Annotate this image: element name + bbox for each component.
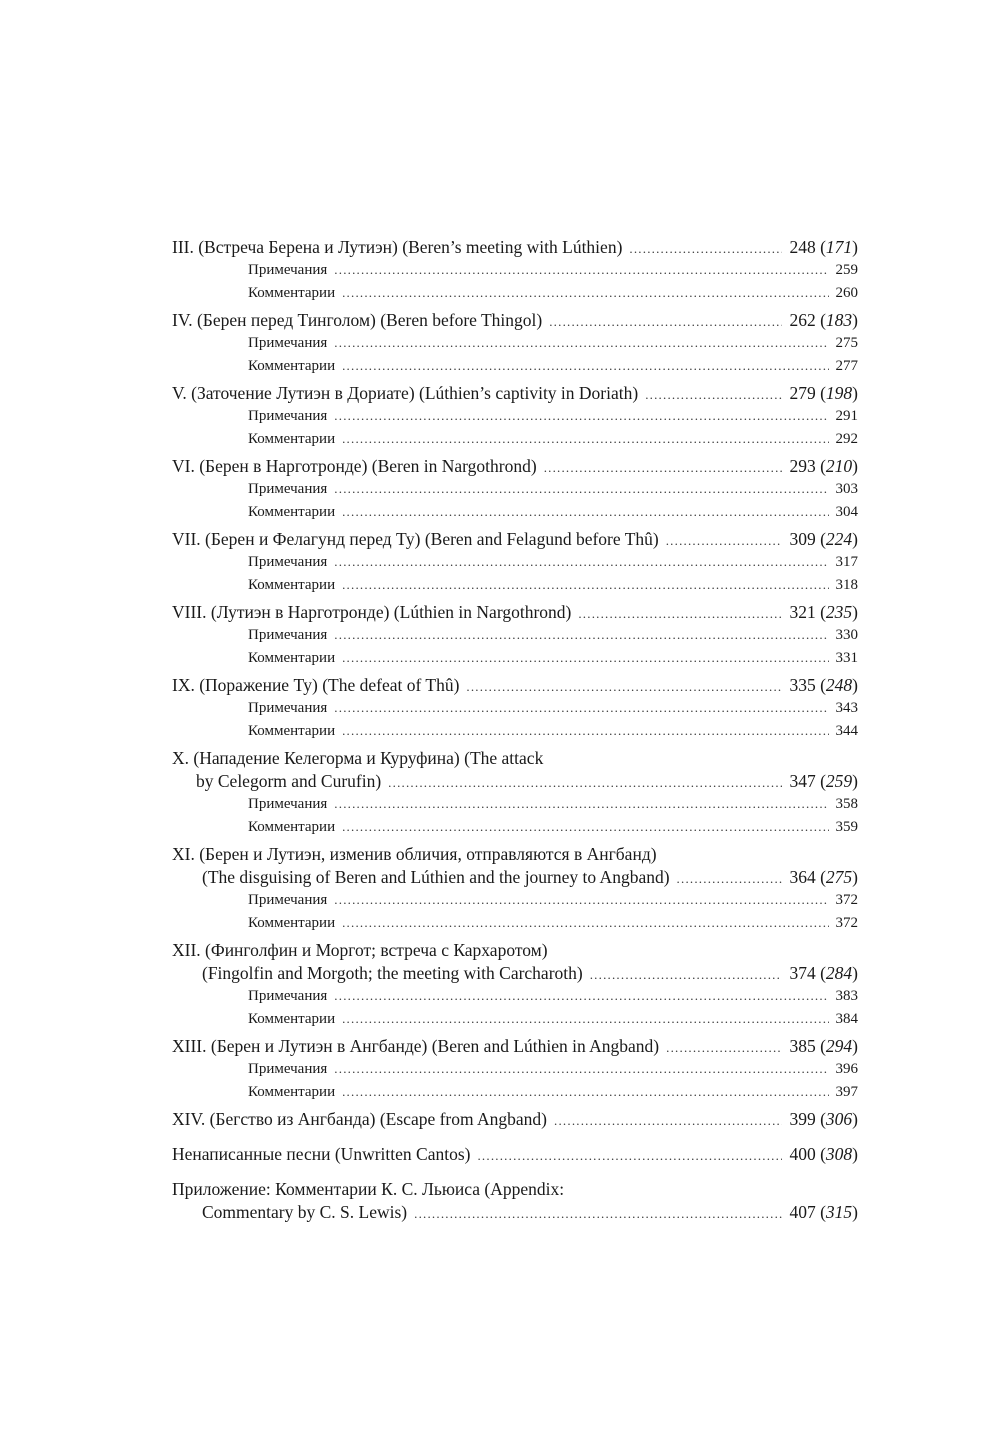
chapter-title: XII. (Финголфин и Моргот; встреча с Кархаротом) (172, 940, 548, 960)
page-reference: 400 (308) (789, 1144, 858, 1164)
notes-label: Примечания (248, 335, 328, 351)
chapter-line[interactable] (172, 528, 858, 551)
toc-chapter-14 (172, 1108, 858, 1131)
chapter-line[interactable] (172, 601, 858, 624)
comments-page: 292 (835, 430, 858, 447)
comments-line[interactable] (172, 912, 858, 935)
toc-chapter-7 (172, 528, 858, 596)
chapter-title-continuation: (Fingolfin and Morgoth; the meeting with Carcharoth) (202, 963, 583, 983)
leader-dots (334, 405, 828, 428)
page-reference: 385 (294) (789, 1036, 858, 1056)
chapter-title-continuation-line[interactable] (172, 866, 858, 889)
notes-line[interactable] (172, 551, 858, 574)
page-reference: 399 (306) (789, 1109, 858, 1129)
chapter-title: Приложение: Комментарии К. С. Льюиса (Appendix: (172, 1179, 565, 1199)
chapter-title: IV. (Берен перед Тинголом) (Beren before Thingol) (172, 310, 543, 330)
leader-dots (388, 771, 782, 794)
page-reference: 374 (284) (789, 963, 858, 983)
toc-unwritten-cantos (172, 1143, 858, 1166)
chapter-line[interactable] (172, 939, 858, 962)
alt-page-number: 308 (825, 1144, 853, 1164)
notes-page: 317 (835, 554, 858, 570)
chapter-title: XIII. (Берен и Лутиэн в Ангбанде) (Beren and Lúthien in Angband) (172, 1036, 660, 1056)
comments-line[interactable] (172, 282, 858, 305)
chapter-title-continuation: Commentary by C. S. Lewis) (202, 1202, 408, 1222)
comments-line[interactable] (172, 720, 858, 743)
leader-dots (342, 1008, 828, 1031)
alt-page-number: 315 (825, 1202, 853, 1222)
comments-page: 331 (835, 649, 858, 666)
leader-dots (578, 602, 782, 625)
comments-line[interactable] (172, 1008, 858, 1031)
chapter-title: VI. (Берен в Нарготронде) (Beren in Nargothrond) (172, 456, 537, 476)
comments-label: Комментарии (248, 284, 336, 301)
notes-page: 275 (835, 335, 858, 351)
comments-label: Комментарии (248, 1010, 336, 1027)
page-reference: 248 (171) (789, 237, 858, 257)
comments-label: Комментарии (248, 503, 336, 520)
notes-page: 259 (835, 262, 858, 278)
comments-page: 318 (835, 576, 858, 593)
notes-label: Примечания (248, 627, 328, 643)
notes-page: 303 (835, 481, 858, 497)
notes-page: 358 (835, 796, 858, 812)
page-number: 407 (789, 1202, 816, 1222)
leader-dots (466, 675, 782, 698)
alt-page-number: 306 (825, 1109, 853, 1129)
notes-line[interactable] (172, 332, 858, 355)
comments-page: 344 (835, 722, 858, 739)
toc-appendix (172, 1178, 858, 1224)
notes-label: Примечания (248, 700, 328, 716)
notes-line[interactable] (172, 889, 858, 912)
comments-label: Комментарии (248, 649, 336, 666)
toc-chapter-8 (172, 601, 858, 669)
page-number: 262 (789, 310, 816, 330)
leader-dots (334, 332, 828, 355)
notes-label: Примечания (248, 1061, 328, 1077)
leader-dots (629, 237, 782, 260)
page-number: 279 (789, 383, 816, 403)
leader-dots (334, 624, 828, 647)
chapter-title: Ненаписанные песни (Unwritten Cantos) (172, 1144, 471, 1164)
chapter-line[interactable] (172, 747, 858, 770)
notes-line[interactable] (172, 697, 858, 720)
leader-dots (342, 816, 828, 839)
leader-dots (342, 912, 828, 935)
toc-chapter-6 (172, 455, 858, 523)
chapter-title-continuation-line[interactable] (172, 962, 858, 985)
leader-dots (590, 963, 783, 986)
leader-dots (554, 1109, 782, 1132)
chapter-line[interactable] (172, 455, 858, 478)
toc-chapter-9 (172, 674, 858, 742)
notes-page: 383 (835, 988, 858, 1004)
leader-dots (666, 1036, 782, 1059)
leader-dots (334, 551, 828, 574)
leader-dots (414, 1202, 782, 1225)
leader-dots (645, 383, 782, 406)
notes-label: Примечания (248, 262, 328, 278)
leader-dots (342, 647, 828, 670)
toc-chapter-5 (172, 382, 858, 450)
comments-line[interactable] (172, 355, 858, 378)
alt-page-number: 224 (825, 529, 853, 549)
comments-page: 372 (835, 914, 858, 931)
chapter-line[interactable] (172, 1178, 858, 1201)
leader-dots (342, 282, 828, 305)
toc-chapter-12 (172, 939, 858, 1030)
comments-label: Комментарии (248, 357, 336, 374)
leader-dots (544, 456, 783, 479)
page-reference: 364 (275) (789, 867, 858, 887)
page-reference: 262 (183) (789, 310, 858, 330)
notes-label: Примечания (248, 408, 328, 424)
chapter-title: XI. (Берен и Лутиэн, изменив обличия, отправляются в Ангбанд) (172, 844, 657, 864)
leader-dots (666, 529, 783, 552)
chapter-line[interactable] (172, 236, 858, 259)
comments-label: Комментарии (248, 722, 336, 739)
leader-dots (334, 1058, 828, 1081)
page-reference: 407 (315) (789, 1202, 858, 1222)
page-number: 374 (789, 963, 816, 983)
leader-dots (334, 889, 828, 912)
notes-line[interactable] (172, 624, 858, 647)
leader-dots (334, 697, 828, 720)
chapter-title-continuation-line[interactable] (172, 770, 858, 793)
comments-label: Комментарии (248, 818, 336, 835)
comments-line[interactable] (172, 1081, 858, 1104)
comments-page: 397 (835, 1083, 858, 1100)
leader-dots (342, 501, 828, 524)
chapter-title: V. (Заточение Лутиэн в Дориате) (Lúthien’s captivity in Doriath) (172, 383, 639, 403)
notes-page: 396 (835, 1061, 858, 1077)
leader-dots (334, 985, 828, 1008)
notes-line[interactable] (172, 259, 858, 282)
page-reference: 279 (198) (789, 383, 858, 403)
chapter-line[interactable] (172, 1108, 858, 1131)
comments-label: Комментарии (248, 1083, 336, 1100)
leader-dots (342, 1081, 828, 1104)
page-number: 293 (789, 456, 816, 476)
chapter-line[interactable] (172, 1035, 858, 1058)
page-number: 347 (789, 771, 816, 791)
page-reference: 335 (248) (789, 675, 858, 695)
comments-page: 277 (835, 357, 858, 374)
chapter-title-continuation: by Celegorm and Curufin) (196, 771, 382, 791)
notes-line[interactable] (172, 405, 858, 428)
notes-page: 330 (835, 627, 858, 643)
comments-line[interactable] (172, 501, 858, 524)
chapter-title: VIII. (Лутиэн в Нарготронде) (Lúthien in Nargothrond) (172, 602, 572, 622)
notes-label: Примечания (248, 481, 328, 497)
chapter-line[interactable] (172, 674, 858, 697)
chapter-title: IX. (Поражение Ту) (The defeat of Thû) (172, 675, 460, 695)
page-number: 248 (789, 237, 816, 257)
toc-chapter-3 (172, 236, 858, 304)
notes-page: 343 (835, 700, 858, 716)
comments-page: 359 (835, 818, 858, 835)
page-reference: 293 (210) (789, 456, 858, 476)
leader-dots (342, 720, 828, 743)
page-number: 321 (789, 602, 816, 622)
alt-page-number: 248 (825, 675, 853, 695)
page-number: 399 (789, 1109, 816, 1129)
comments-page: 304 (835, 503, 858, 520)
chapter-line[interactable] (172, 1143, 858, 1166)
leader-dots (342, 428, 828, 451)
alt-page-number: 210 (825, 456, 853, 476)
toc-chapter-13 (172, 1035, 858, 1103)
leader-dots (677, 867, 783, 890)
alt-page-number: 183 (825, 310, 853, 330)
comments-line[interactable] (172, 574, 858, 597)
chapter-title: III. (Встреча Берена и Лутиэн) (Beren’s meeting with Lúthien) (172, 237, 623, 257)
page-reference: 309 (224) (789, 529, 858, 549)
leader-dots (342, 355, 828, 378)
alt-page-number: 284 (825, 963, 853, 983)
alt-page-number: 294 (825, 1036, 853, 1056)
chapter-title-continuation-line[interactable] (172, 1201, 858, 1224)
notes-label: Примечания (248, 988, 328, 1004)
notes-page: 372 (835, 892, 858, 908)
comments-page: 384 (835, 1010, 858, 1027)
page-reference: 347 (259) (789, 771, 858, 791)
toc-chapter-10 (172, 747, 858, 838)
page-number: 335 (789, 675, 816, 695)
comments-line[interactable] (172, 428, 858, 451)
comments-label: Комментарии (248, 914, 336, 931)
leader-dots (477, 1144, 782, 1167)
chapter-line[interactable] (172, 382, 858, 405)
alt-page-number: 171 (825, 237, 853, 257)
alt-page-number: 259 (825, 771, 853, 791)
alt-page-number: 235 (825, 602, 853, 622)
comments-line[interactable] (172, 647, 858, 670)
leader-dots (342, 574, 828, 597)
notes-label: Примечания (248, 796, 328, 812)
chapter-title: XIV. (Бегство из Ангбанда) (Escape from Angband) (172, 1109, 548, 1129)
notes-label: Примечания (248, 554, 328, 570)
comments-label: Комментарии (248, 576, 336, 593)
chapter-line[interactable] (172, 843, 858, 866)
chapter-title-continuation: (The disguising of Beren and Lúthien and the journey to Angband) (202, 867, 670, 887)
chapter-line[interactable] (172, 309, 858, 332)
leader-dots (334, 478, 828, 501)
toc-chapter-4 (172, 309, 858, 377)
page-number: 309 (789, 529, 816, 549)
comments-label: Комментарии (248, 430, 336, 447)
notes-page: 291 (835, 408, 858, 424)
leader-dots (334, 793, 828, 816)
alt-page-number: 275 (825, 867, 853, 887)
comments-line[interactable] (172, 816, 858, 839)
table-of-contents (172, 236, 858, 1229)
toc-chapter-11 (172, 843, 858, 934)
notes-label: Примечания (248, 892, 328, 908)
page-number: 400 (789, 1144, 816, 1164)
page-reference: 321 (235) (789, 602, 858, 622)
comments-page: 260 (835, 284, 858, 301)
leader-dots (334, 259, 828, 282)
notes-line[interactable] (172, 793, 858, 816)
notes-line[interactable] (172, 985, 858, 1008)
page-number: 364 (789, 867, 816, 887)
leader-dots (549, 310, 782, 333)
alt-page-number: 198 (825, 383, 853, 403)
notes-line[interactable] (172, 478, 858, 501)
chapter-title: VII. (Берен и Фелагунд перед Ту) (Beren and Felagund before Thû) (172, 529, 659, 549)
chapter-title: X. (Нападение Келегорма и Куруфина) (The attack (172, 748, 544, 768)
notes-line[interactable] (172, 1058, 858, 1081)
page-number: 385 (789, 1036, 816, 1056)
